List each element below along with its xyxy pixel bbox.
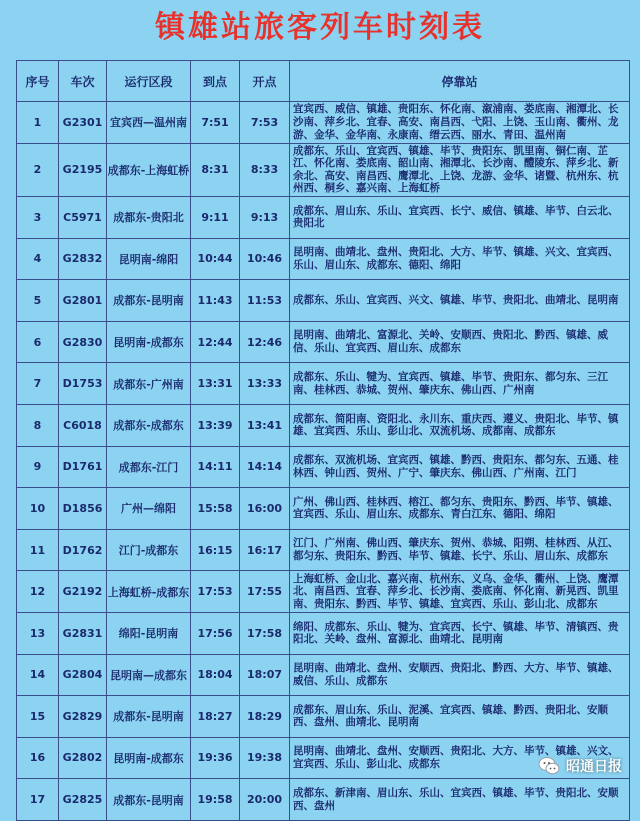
- cell-train: G2802: [59, 737, 107, 779]
- cell-stops: 成都东、新津南、眉山东、乐山、宜宾西、镇雄、毕节、贵阳北、安顺西、盘州: [290, 779, 630, 821]
- cell-departure: 18:07: [240, 654, 290, 696]
- cell-departure: 18:29: [240, 696, 290, 738]
- cell-train: D1762: [59, 529, 107, 571]
- table-row: [17, 238, 630, 280]
- cell-arrival: 15:58: [191, 488, 240, 530]
- table-header-row: [17, 61, 630, 102]
- cell-stops: 江门、广州南、佛山西、肇庆东、贺州、恭城、阳朔、桂林西、从江、都匀东、贵阳东、黔西、毕节、镇雄、长宁、乐山、眉山东、成都东: [290, 529, 630, 571]
- cell-stops: 成都东、乐山、宜宾西、兴文、镇雄、毕节、贵阳北、曲靖北、昆明南: [290, 280, 630, 322]
- cell-stops: 成都东、眉山东、乐山、宜宾西、长宁、威信、镇雄、毕节、白云北、贵阳北: [290, 196, 630, 238]
- cell-no: 5: [17, 280, 59, 322]
- table-row: [17, 280, 630, 322]
- cell-route: 宜宾西—温州南: [107, 102, 191, 144]
- cell-departure: 17:55: [240, 571, 290, 613]
- cell-stops: 昆明南、曲靖北、盘州、安顺西、贵阳北、大方、毕节、镇雄、兴文、宜宾西、乐山、彭山北、成都东: [290, 737, 630, 779]
- cell-arrival: 14:11: [191, 446, 240, 488]
- cell-arrival: 13:31: [191, 363, 240, 405]
- table-row: [17, 446, 630, 488]
- cell-departure: 16:17: [240, 529, 290, 571]
- cell-route: 成都东-昆明南: [107, 280, 191, 322]
- cell-no: 17: [17, 779, 59, 821]
- header-departure: 开点: [240, 61, 290, 102]
- cell-arrival: 13:39: [191, 404, 240, 446]
- cell-route: 成都东-上海虹桥: [107, 143, 191, 196]
- table-row: [17, 696, 630, 738]
- table-row: [17, 654, 630, 696]
- cell-no: 9: [17, 446, 59, 488]
- table-row: [17, 779, 630, 821]
- cell-departure: 9:13: [240, 196, 290, 238]
- cell-departure: 12:46: [240, 321, 290, 363]
- cell-no: 14: [17, 654, 59, 696]
- cell-route: 上海虹桥-成都东: [107, 571, 191, 613]
- cell-departure: 8:33: [240, 143, 290, 196]
- cell-route: 昆明南-绵阳: [107, 238, 191, 280]
- cell-route: 成都东-江门: [107, 446, 191, 488]
- table-row: [17, 571, 630, 613]
- header-arrival: 到点: [191, 61, 240, 102]
- cell-train: D1856: [59, 488, 107, 530]
- cell-stops: 昆明南、曲靖北、盘州、安顺西、贵阳北、黔西、大方、毕节、镇雄、威信、乐山、成都东: [290, 654, 630, 696]
- cell-departure: 13:33: [240, 363, 290, 405]
- cell-train: C6018: [59, 404, 107, 446]
- cell-train: G2301: [59, 102, 107, 144]
- cell-arrival: 18:04: [191, 654, 240, 696]
- cell-route: 成都东-昆明南: [107, 779, 191, 821]
- wechat-chat-bubble-icon: [538, 755, 560, 777]
- page-title: 镇雄站旅客列车时刻表: [155, 10, 485, 45]
- cell-no: 16: [17, 737, 59, 779]
- cell-stops: 绵阳、成都东、乐山、犍为、宜宾西、长宁、镇雄、毕节、清镇西、贵阳北、关岭、盘州、富源北、曲靖北、昆明南: [290, 612, 630, 654]
- cell-arrival: 18:27: [191, 696, 240, 738]
- cell-arrival: 11:43: [191, 280, 240, 322]
- cell-stops: 成都东、简阳南、资阳北、永川东、重庆西、遵义、贵阳北、毕节、镇雄、宜宾西、乐山、彭山北、双流机场、成都南、成都东: [290, 404, 630, 446]
- header-train: 车次: [59, 61, 107, 102]
- cell-train: G2801: [59, 280, 107, 322]
- cell-train: G2831: [59, 612, 107, 654]
- cell-departure: 20:00: [240, 779, 290, 821]
- cell-no: 11: [17, 529, 59, 571]
- cell-arrival: 16:15: [191, 529, 240, 571]
- cell-arrival: 19:58: [191, 779, 240, 821]
- cell-arrival: 7:51: [191, 102, 240, 144]
- cell-no: 8: [17, 404, 59, 446]
- cell-arrival: 9:11: [191, 196, 240, 238]
- header-route: 运行区段: [107, 61, 191, 102]
- cell-route: 昆明南-成都东: [107, 737, 191, 779]
- cell-departure: 13:41: [240, 404, 290, 446]
- cell-stops: 成都东、眉山东、乐山、泥溪、宜宾西、镇雄、黔西、贵阳北、安顺西、盘州、曲靖北、昆明南: [290, 696, 630, 738]
- cell-no: 2: [17, 143, 59, 196]
- cell-departure: 16:00: [240, 488, 290, 530]
- cell-departure: 14:14: [240, 446, 290, 488]
- cell-train: G2830: [59, 321, 107, 363]
- cell-arrival: 19:36: [191, 737, 240, 779]
- table-row: [17, 102, 630, 144]
- cell-stops: 宜宾西、威信、镇雄、贵阳东、怀化南、溆浦南、娄底南、湘潭北、长沙南、萍乡北、宜春、高安、南昌西、弋阳、上饶、玉山南、衢州、龙游、金华、金华南、永康南、缙云西、丽水、青田、温州南: [290, 102, 630, 144]
- cell-no: 7: [17, 363, 59, 405]
- cell-stops: 上海虹桥、金山北、嘉兴南、杭州东、义乌、金华、衢州、上饶、鹰潭北、南昌西、宜春、萍乡北、长沙南、娄底南、怀化南、新晃西、凯里南、贵阳东、黔西、毕节、镇雄、宜宾西、乐山、彭山北、成都东: [290, 571, 630, 613]
- cell-train: G2825: [59, 779, 107, 821]
- cell-no: 3: [17, 196, 59, 238]
- cell-train: G2192: [59, 571, 107, 613]
- cell-train: D1761: [59, 446, 107, 488]
- cell-route: 昆明南-成都东: [107, 321, 191, 363]
- header-no: 序号: [17, 61, 59, 102]
- cell-route: 昆明南—成都东: [107, 654, 191, 696]
- cell-departure: 19:38: [240, 737, 290, 779]
- cell-stops: 成都东、双流机场、宜宾西、镇雄、黔西、贵阳东、都匀东、五通、桂林西、钟山西、贺州、广宁、肇庆东、佛山西、广州南、江门: [290, 446, 630, 488]
- table-row: [17, 143, 630, 196]
- cell-no: 12: [17, 571, 59, 613]
- cell-arrival: 8:31: [191, 143, 240, 196]
- cell-route: 成都东-贵阳北: [107, 196, 191, 238]
- timetable: [16, 60, 630, 821]
- table-row: [17, 404, 630, 446]
- cell-train: D1753: [59, 363, 107, 405]
- table-row: [17, 363, 630, 405]
- cell-stops: 昆明南、曲靖北、富源北、关岭、安顺西、贵阳北、黔西、镇雄、威信、乐山、宜宾西、眉山东、成都东: [290, 321, 630, 363]
- cell-no: 1: [17, 102, 59, 144]
- cell-train: C5971: [59, 196, 107, 238]
- cell-no: 13: [17, 612, 59, 654]
- table-row: [17, 529, 630, 571]
- watermark: [538, 755, 622, 777]
- cell-arrival: 17:56: [191, 612, 240, 654]
- watermark-text: 昭通日报: [566, 759, 622, 775]
- cell-route: 成都东-广州南: [107, 363, 191, 405]
- cell-arrival: 17:53: [191, 571, 240, 613]
- cell-stops: 成都东、乐山、犍为、宜宾西、镇雄、毕节、贵阳东、都匀东、三江南、桂林西、恭城、贺州、肇庆东、佛山西、广州南: [290, 363, 630, 405]
- table-row: [17, 321, 630, 363]
- cell-train: G2195: [59, 143, 107, 196]
- cell-no: 10: [17, 488, 59, 530]
- table-row: [17, 196, 630, 238]
- table-row: [17, 488, 630, 530]
- cell-departure: 10:46: [240, 238, 290, 280]
- cell-route: 成都东-成都东: [107, 404, 191, 446]
- cell-stops: 成都东、乐山、宜宾西、镇雄、毕节、贵阳东、凯里南、铜仁南、芷江、怀化南、娄底南、韶山南、湘潭北、长沙南、醴陵东、萍乡北、新余北、高安、南昌西、鹰潭北、上饶、龙游、金华、诸暨、杭州东、杭州西、桐乡、嘉兴南、上海虹桥: [290, 143, 630, 196]
- cell-no: 6: [17, 321, 59, 363]
- cell-departure: 17:58: [240, 612, 290, 654]
- cell-route: 绵阳-昆明南: [107, 612, 191, 654]
- cell-arrival: 12:44: [191, 321, 240, 363]
- table-row: [17, 612, 630, 654]
- cell-train: G2829: [59, 696, 107, 738]
- cell-train: G2832: [59, 238, 107, 280]
- cell-route: 广州—绵阳: [107, 488, 191, 530]
- cell-arrival: 10:44: [191, 238, 240, 280]
- cell-route: 成都东-昆明南: [107, 696, 191, 738]
- cell-departure: 11:53: [240, 280, 290, 322]
- cell-train: G2804: [59, 654, 107, 696]
- cell-departure: 7:53: [240, 102, 290, 144]
- cell-stops: 昆明南、曲靖北、盘州、贵阳北、大方、毕节、镇雄、兴文、宜宾西、乐山、眉山东、成都东、德阳、绵阳: [290, 238, 630, 280]
- cell-route: 江门-成都东: [107, 529, 191, 571]
- cell-no: 4: [17, 238, 59, 280]
- cell-stops: 广州、佛山西、桂林西、榕江、都匀东、贵阳东、黔西、毕节、镇雄、宜宾西、乐山、眉山东、成都东、青白江东、德阳、绵阳: [290, 488, 630, 530]
- header-stops: 停靠站: [290, 61, 630, 102]
- cell-no: 15: [17, 696, 59, 738]
